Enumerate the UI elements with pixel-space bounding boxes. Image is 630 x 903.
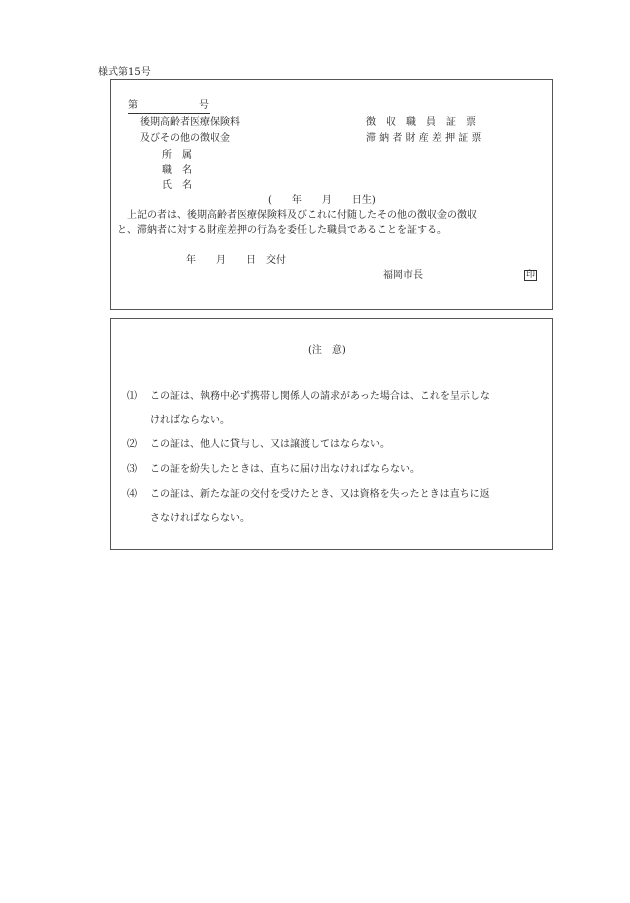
notes-heading: (注 意)	[308, 345, 346, 356]
statement-line-1: 上記の者は、後期高齢者医療保険料及びこれに付随したその他の徴収金の徴収	[127, 210, 477, 221]
certificate-title-line-1: 徴 収 職 員 証 票	[366, 117, 476, 128]
statement-line-2: と、滞納者に対する財産差押の行為を委任した職員であることを証する。	[117, 225, 447, 236]
note-marker: ⑴	[127, 391, 137, 402]
certificate-number-blank	[128, 113, 210, 114]
form-number: 様式第15号	[98, 67, 151, 78]
field-name-label: 氏 名	[162, 180, 192, 191]
issue-date-line: 年 月 日 交付	[186, 255, 286, 266]
note-text-line-2: さなければならない。	[150, 513, 250, 524]
note-marker: ⑵	[127, 439, 137, 450]
note-marker: ⑶	[127, 464, 137, 475]
certificate-title-line-2: 滞 納 者 財 産 差 押 証 票	[366, 133, 482, 144]
certificate-number-prefix: 第	[128, 100, 138, 111]
official-seal: 印	[526, 270, 536, 280]
field-position-label: 職 名	[162, 165, 192, 176]
subject-line-2: 及びその他の徴収金	[140, 133, 230, 144]
field-affiliation-label: 所 属	[162, 150, 192, 161]
note-text-line-1: この証は、新たな証の交付を受けたとき、又は資格を失ったときは直ちに返	[150, 489, 490, 500]
note-text-line-1: この証は、執務中必ず携帯し関係人の請求があった場合は、これを呈示しな	[150, 391, 490, 402]
note-text-line-1: この証は、他人に貸与し、又は譲渡してはならない。	[150, 439, 390, 450]
birth-date-line: ( 年 月 日生)	[268, 195, 376, 206]
note-text-line-1: この証を紛失したときは、直ちに届け出なければならない。	[150, 464, 420, 475]
issuer-name: 福岡市長	[383, 270, 423, 281]
certificate-number-suffix: 号	[199, 100, 209, 111]
note-marker: ⑷	[127, 489, 137, 500]
subject-line-1: 後期高齢者医療保険料	[140, 117, 240, 128]
note-text-line-2: ければならない。	[150, 415, 230, 426]
